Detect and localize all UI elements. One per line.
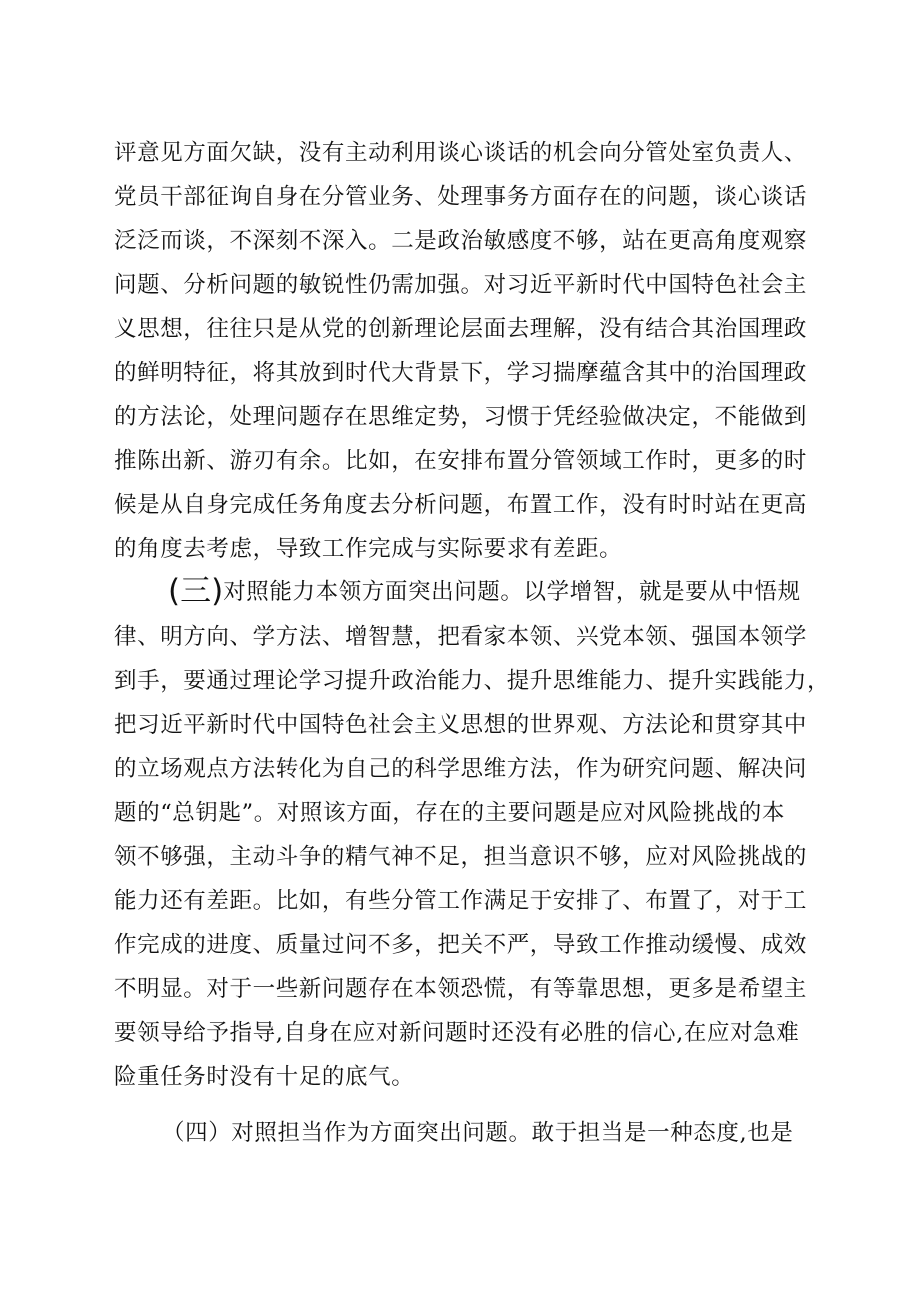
text-line: 到手，要通过理论学习提升政治能力、提升思维能力、提升实践能力， — [114, 668, 831, 694]
text-line: 题的“总钥匙”。对照该方面，存在的主要问题是应对风险挑战的本 — [114, 800, 786, 826]
text-line: 能力还有差距。比如，有些分管工作满足于安排了、布置了，对于工 — [114, 888, 808, 914]
section-four-heading: （四）对照担当作为方面突出问题。敢于担当是一种态度,也是 — [162, 1120, 794, 1146]
text-line: 泛泛而谈，不深刻不深入。二是政治敏感度不够，站在更高角度观察 — [114, 228, 808, 254]
text-line: 的鲜明特征，将其放到时代大背景下，学习揣摩蕴含其中的治国理政 — [114, 360, 808, 386]
section-three-text: 对照能力本领方面突出问题。以学增智，就是要从中悟规 — [223, 579, 801, 605]
text-line: 险重任务时没有十足的底气。 — [114, 1064, 415, 1090]
text-line: 义思想，往往只是从党的创新理论层面去理解，没有结合其治国理政 — [114, 316, 808, 342]
text-line: 律、明方向、学方法、增智慧，把看家本领、兴党本领、强国本领学 — [114, 624, 808, 650]
text-line: 党员干部征询自身在分管业务、处理事务方面存在的问题，谈心谈话 — [114, 184, 808, 210]
text-line: 的立场观点方法转化为自己的科学思维方法，作为研究问题、解决问 — [114, 756, 808, 782]
text-line: 作完成的进度、质量过问不多，把关不严，导致工作推动缓慢、成效 — [114, 932, 808, 958]
text-line: 把习近平新时代中国特色社会主义思想的世界观、方法论和贯穿其中 — [114, 712, 808, 738]
text-line: 问题、分析问题的敏锐性仍需加强。对习近平新时代中国特色社会主 — [114, 272, 808, 298]
text-line: 要领导给予指导,自身在应对新问题时还没有必胜的信心,在应对急难 — [114, 1020, 800, 1046]
text-line: 推陈出新、游刃有余。比如，在安排布置分管领域工作时，更多的时 — [114, 448, 808, 474]
text-line: 的角度去考虑，导致工作完成与实际要求有差距。 — [114, 536, 623, 562]
text-line: 不明显。对于一些新问题存在本领恐慌，有等靠思想，更多是希望主 — [114, 976, 808, 1002]
section-three-heading — [168, 573, 818, 609]
text-line: 领不够强，主动斗争的精气神不足，担当意识不够，应对风险挑战的 — [114, 844, 808, 870]
text-line: 候是从自身完成任务角度去分析问题，布置工作，没有时时站在更高 — [114, 492, 808, 518]
section-three-marker: (三) — [168, 573, 224, 609]
text-line: 的方法论，处理问题存在思维定势，习惯于凭经验做决定，不能做到 — [114, 404, 808, 430]
text-line: 评意见方面欠缺，没有主动利用谈心谈话的机会向分管处室负责人、 — [114, 140, 808, 166]
